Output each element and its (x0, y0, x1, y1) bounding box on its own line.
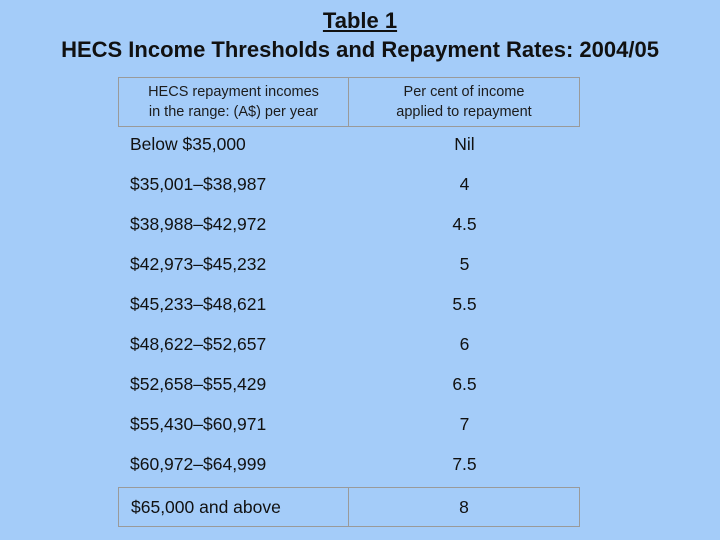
repayment-rate-cell: 6.5 (452, 373, 477, 394)
table-row (118, 124, 580, 164)
repayment-rate-cell: 4.5 (452, 213, 477, 234)
table-row (118, 324, 580, 364)
table-row (118, 444, 580, 484)
table-row (118, 284, 580, 324)
header-income-range: HECS repayment incomes in the range: (A$) per year (118, 77, 349, 127)
table-number-title: Table 1 (322, 8, 398, 33)
income-range-cell: $42,973–$45,232 (130, 253, 267, 274)
header-repayment-percent: Per cent of income applied to repayment (349, 77, 580, 127)
income-range-cell: $52,658–$55,429 (130, 373, 267, 394)
table-row (118, 364, 580, 404)
income-range-cell: $35,001–$38,987 (130, 173, 267, 194)
repayment-rate-cell: 5.5 (452, 293, 477, 314)
repayment-rate-cell: 7 (459, 413, 470, 434)
table-title: HECS Income Thresholds and Repayment Rates: 2004/05 (61, 37, 659, 62)
repayment-rate-cell: 4 (459, 173, 470, 194)
income-range-cell: $48,622–$52,657 (130, 333, 267, 354)
title-block (0, 6, 720, 64)
table-row (118, 244, 580, 284)
repayment-rate-cell: Nil (454, 133, 475, 154)
hecs-threshold-table (118, 77, 580, 517)
table-row (118, 404, 580, 444)
income-range-cell: $60,972–$64,999 (130, 453, 267, 474)
income-range-cell: $38,988–$42,972 (130, 213, 267, 234)
income-range-cell: $45,233–$48,621 (130, 293, 267, 314)
table-row (118, 487, 580, 527)
table-row (118, 204, 580, 244)
repayment-rate-cell: 8 (459, 496, 469, 517)
table-row (118, 164, 580, 204)
repayment-rate-cell: 5 (459, 253, 470, 274)
table-header-row (118, 77, 580, 127)
repayment-rate-cell: 7.5 (452, 453, 477, 474)
income-range-cell: $55,430–$60,971 (130, 413, 267, 434)
repayment-rate-cell: 6 (459, 333, 470, 354)
income-range-cell: Below $35,000 (130, 133, 246, 154)
income-range-cell: $65,000 and above (119, 488, 349, 526)
